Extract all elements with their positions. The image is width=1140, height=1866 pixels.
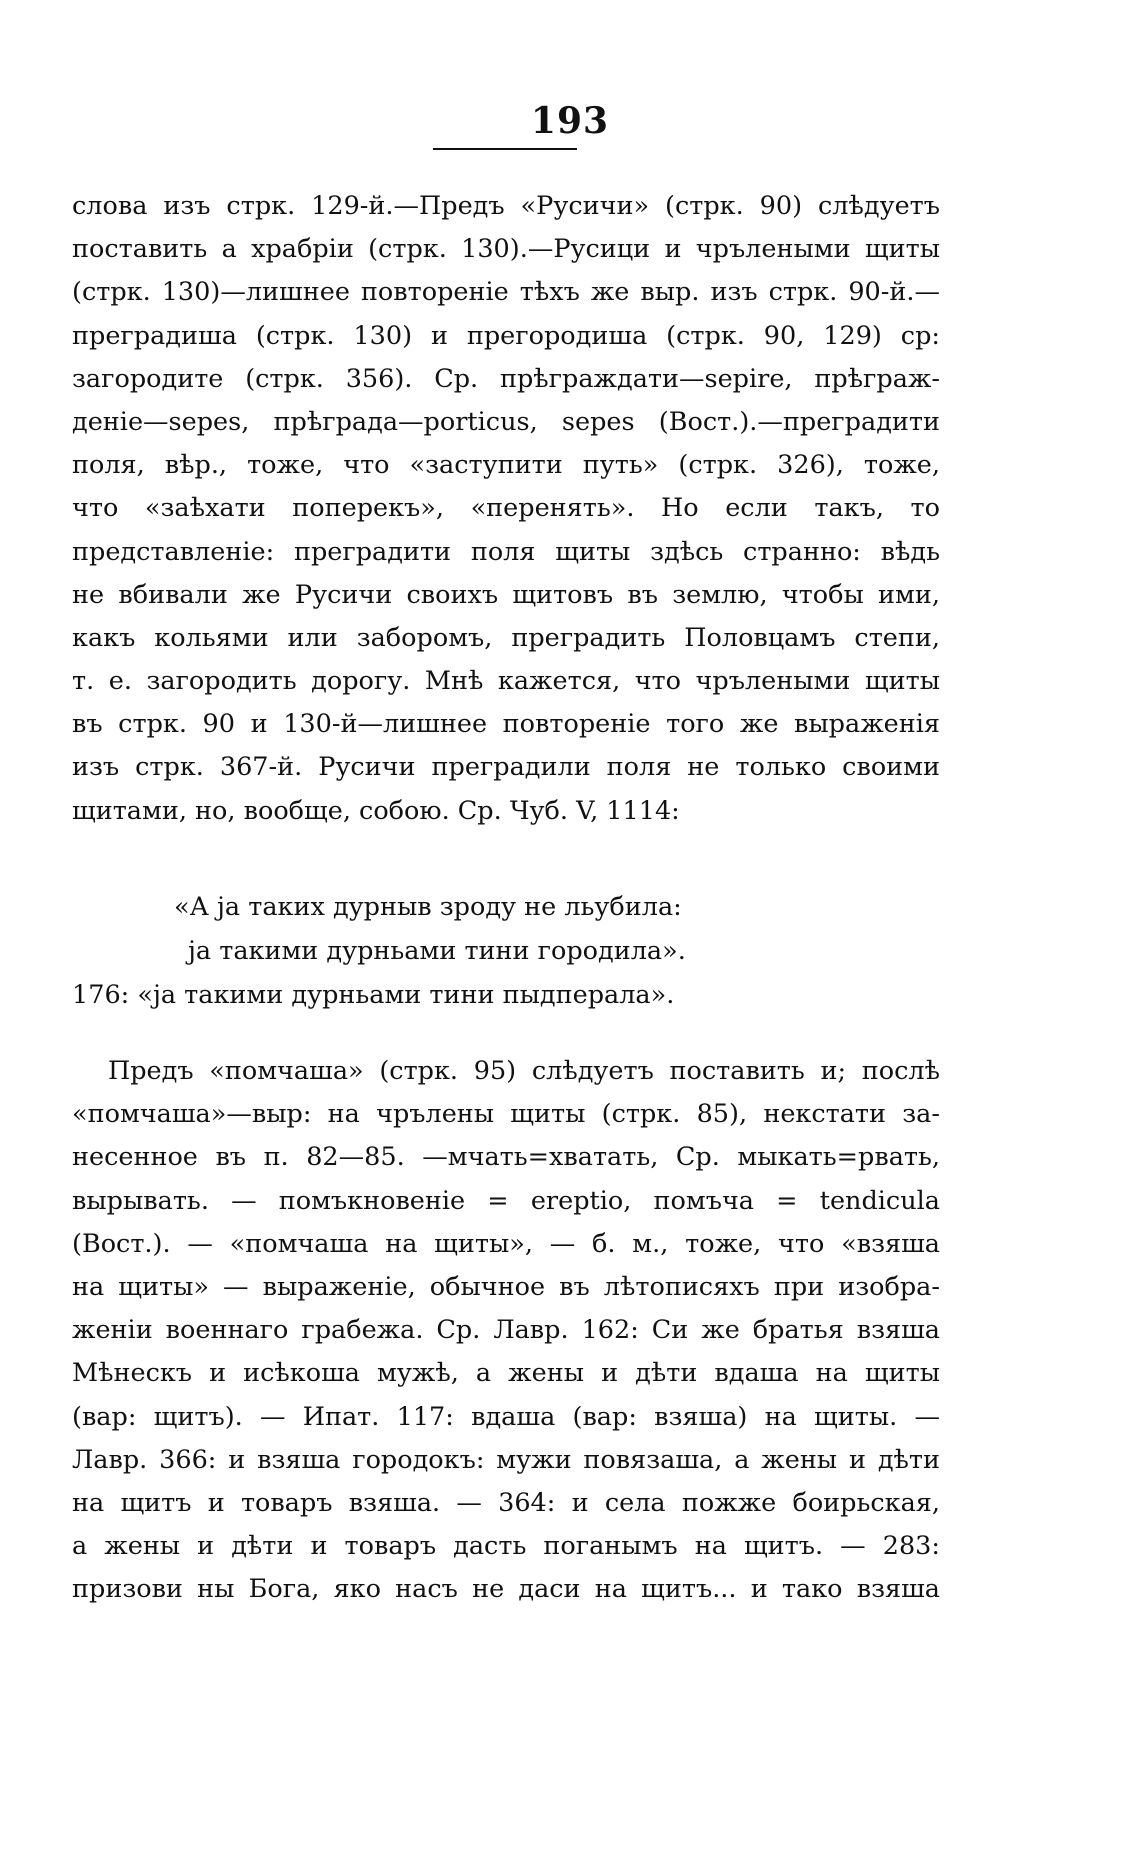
text-line: преградиша (стрк. 130) и прегородиша (стрк. 90, 129) ср:	[72, 320, 940, 351]
text-line: деніе—sepes, прѣграда—porticus, sepes (Вост.).—преградити	[72, 406, 940, 437]
text-line: въ стрк. 90 и 130-й—лишнее повтореніе того же выраженія	[72, 709, 940, 740]
text-line: т. е. загородить дорогу. Мнѣ кажется, что чрълеными щиты	[72, 666, 940, 697]
text-line: загородите (стрк. 356). Ср. прѣграждати—sepire, прѣграж-	[72, 363, 940, 394]
text-line: на щитъ и товаръ взяша. — 364: и села пожже боирьская,	[72, 1487, 940, 1518]
quote-line: ја такими дурньами тини городила».	[188, 936, 686, 966]
text-line: призови ны Бога, яко насъ не даси на щитъ... и тако взяша	[72, 1574, 940, 1605]
text-line: что «заѣхати поперекъ», «перенять». Но если такъ, то	[72, 493, 940, 524]
text-line: не вбивали же Русичи своихъ щитовъ въ землю, чтобы ими,	[72, 579, 940, 610]
quote-variant-line: 176: «ја такими дурньами тини пыдперала».	[72, 980, 675, 1010]
text-line: Лавр. 366: и взяша городокъ: мужи повязаша, а жены и дѣти	[72, 1444, 940, 1475]
text-line: «помчаша»—выр: на чрълены щиты (стрк. 85), некстати за-	[72, 1099, 940, 1130]
quote-line: «А ја таких дурныв зроду не льубила:	[174, 892, 682, 922]
text-line: Мѣнескъ и исѣкоша мужѣ, а жены и дѣти вдаша на щиты	[72, 1358, 940, 1389]
text-line: женіи военнаго грабежа. Ср. Лавр. 162: Си же братья взяша	[72, 1315, 940, 1346]
paragraph-2	[72, 1050, 940, 1611]
text-line: вырывать. — помъкновеніе = ereptio, помъча = tendicula	[72, 1185, 940, 1216]
text-line: (Вост.). — «помчаша на щиты», — б. м., тоже, что «взяша	[72, 1228, 940, 1259]
text-line: представленіе: преградити поля щиты здѣсь странно: вѣдь	[72, 536, 940, 567]
text-line: на щиты» — выраженіе, обычное въ лѣтописяхъ при изобра-	[72, 1271, 940, 1302]
text-line: несенное въ п. 82—85. —мчать=хватать, Ср. мыкать=рвать,	[72, 1142, 940, 1173]
folk-song-quote	[72, 885, 940, 1017]
text-line: слова изъ стрк. 129-й.—Предъ «Русичи» (стрк. 90) слѣдуетъ	[72, 191, 940, 221]
paragraph-1	[72, 185, 940, 833]
text-line: какъ кольями или заборомъ, преградить Половцамъ степи,	[72, 622, 940, 653]
text-line: Предъ «помчаша» (стрк. 95) слѣдуетъ поставить и; послѣ	[108, 1056, 940, 1086]
text-line: щитами, но, вообще, собою. Ср. Чуб. V, 1114:	[72, 795, 680, 826]
page-number-rule	[433, 148, 577, 150]
text-line: а жены и дѣти и товаръ дасть поганымъ на щитъ. — 283:	[72, 1531, 940, 1562]
text-line: поля, вѣр., тоже, что «заступити путь» (стрк. 326), тоже,	[72, 450, 940, 481]
text-line: поставить а храбріи (стрк. 130).—Русици и чрълеными щиты	[72, 234, 940, 265]
text-line: изъ стрк. 367-й. Русичи преградили поля не только своими	[72, 752, 940, 783]
page-number: 193	[530, 100, 610, 142]
text-line: (стрк. 130)—лишнее повтореніе тѣхъ же выр. изъ стрк. 90-й.—	[72, 277, 940, 308]
text-line: (вар: щитъ). — Ипат. 117: вдаша (вар: взяша) на щиты. —	[72, 1401, 940, 1432]
